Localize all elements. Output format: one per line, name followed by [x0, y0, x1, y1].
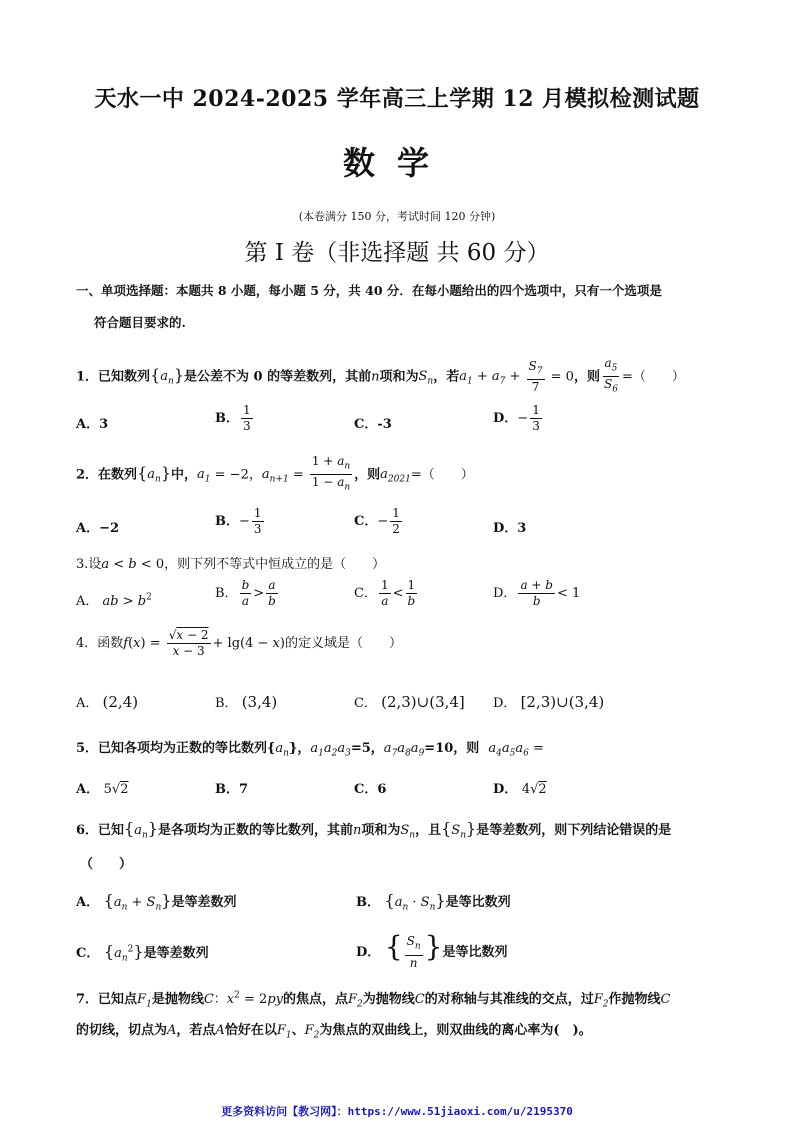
question-7-line2: 的切线，切点为A，若点A恰好在以$F_1$、$F_2$为焦点的双曲线上，则双曲线的离心率为( )。 [76, 1023, 592, 1041]
question-1: 1．已知数列$\{a_n\}$是公差不为 0 的等差数列，其前n项和为$S_n$，若$a_1 + a_7$ + $\frac{S_7}{7}$ = 0，则 $\frac{a_5}{S_6}$ =（ ） [76, 356, 685, 395]
q5-option-d: D． 4√2 [493, 782, 547, 797]
question-4: 4．函数f(x) = $\frac{√x - 2}{x - 3}$ + lg(4 − x)的定义域是（ ） [76, 628, 402, 658]
q6-option-d: D． { $\frac{S_n}{n}$ }是等比数列 [356, 930, 508, 970]
q3-option-a: A． ab > $b^2$ [76, 592, 152, 609]
q2-option-a: A．−2 [76, 521, 120, 536]
q3-option-d: D． $\frac{a + b}{b}$ < 1 [493, 578, 581, 608]
part-title: 第 I 卷（非选择题 共 60 分） [244, 240, 550, 266]
q4-option-a: A． (2,4) [76, 693, 139, 711]
q3-option-b: B． $\frac{b}{a}$ > $\frac{a}{b}$ [215, 578, 276, 608]
q5-option-a: A． 5√2 [76, 782, 129, 797]
section-instruction-line2: 符合题目要求的. [94, 315, 186, 330]
q1-option-d: D．− $\frac{1}{3}$ [493, 403, 540, 433]
exam-note: (本卷满分 150 分，考试时间 120 分钟) [298, 210, 496, 223]
q2-option-d: D．3 [493, 521, 527, 536]
footer-link[interactable]: 更多资料访问【教习网】：https://www.51jiaoxi.com/u/2195370 [221, 1105, 573, 1118]
subject-title: 数学 [342, 144, 451, 182]
question-5: 5．已知各项均为正数的等比数列$\{a_n\}$，$a_1a_2a_3=5$，$a_7a_8a_9=10$，则 $a_4a_5a_6$ = [76, 741, 544, 759]
q6-option-a: A． $\{a_n + S_n\}$是等差数列 [76, 891, 237, 913]
q6-option-b: B． $\{a_n \cdot S_n\}$是等比数列 [356, 891, 511, 913]
question-7-line1: 7．已知点$F_1$是抛物线C：$x^2 = 2py$的焦点，点$F_2$为抛物线C的对称轴与其准线的交点，过$F_2$作抛物线C [76, 990, 671, 1010]
q4-option-b: B． (3,4) [215, 693, 278, 711]
question-3: 3.设a < b < 0，则下列不等式中恒成立的是（ ） [76, 557, 386, 572]
q4-option-c: C． (2,3)∪(3,4] [354, 693, 465, 711]
q5-option-b: B．7 [215, 782, 249, 797]
q1-option-b: B． $\frac{1}{3}$ [215, 403, 251, 433]
exam-title: 天水一中 2024-2025 学年高三上学期 12 月模拟检测试题 [94, 86, 700, 112]
q2-option-c: C．− $\frac{1}{2}$ [354, 506, 400, 536]
question-6-paren: （ ） [80, 857, 133, 872]
q2-option-b: B．− $\frac{1}{3}$ [215, 506, 262, 536]
q4-option-d: D． [2,3)∪(3,4) [493, 693, 605, 711]
section-instruction-line1: 一、单项选择题：本题共 8 小题，每小题 5 分，共 40 分．在每小题给出的四个选项中，只有一个选项是 [76, 283, 662, 298]
q1-option-c: C．-3 [354, 417, 392, 432]
question-6: 6．已知$\{a_n\}$是各项均为正数的等比数列，其前n项和为$S_n$，且$\{S_n\}$是等差数列，则下列结论错误的是 [76, 819, 672, 841]
q6-option-c: C． $\{a_n^2\}$是等差数列 [76, 942, 209, 964]
question-2: 2．在数列$\{a_n\}$中，$a_1 = -2$，$a_{n+1}$ = $\frac{1 + a_n}{1 - a_n}$ ，则$a_{2021}=$（ ） [76, 454, 474, 493]
q3-option-c: C． $\frac{1}{a}$ < $\frac{1}{b}$ [354, 578, 416, 608]
q1-option-a: A．3 [76, 417, 109, 432]
q5-option-c: C．6 [354, 782, 387, 797]
